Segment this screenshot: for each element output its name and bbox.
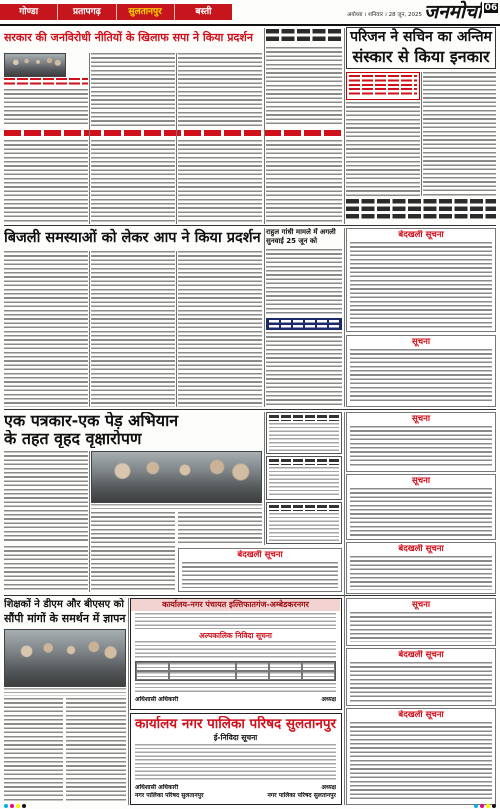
table-cell: [302, 662, 335, 671]
city-tab-sultanpur: सुलतानपुर: [117, 4, 175, 20]
ad-office-title: कार्यालय नगर पालिका परिषद सुलतानपुर: [134, 716, 337, 732]
signatory-left: अधिशासी अधिकारी: [135, 696, 179, 703]
registration-mark-magenta: [10, 804, 14, 808]
registration-mark-magenta: [480, 804, 484, 808]
photo-teachers-memorandum: [4, 629, 126, 687]
city-tab-basti: बस्ती: [195, 7, 212, 17]
column-rule: [344, 412, 345, 805]
column-rule: [344, 228, 345, 407]
notice-body: [350, 349, 492, 403]
body-text: [91, 53, 175, 127]
table-cell: [302, 671, 335, 680]
column-rule: [89, 251, 90, 407]
registration-mark-cyan: [4, 804, 8, 808]
classified-ad: [266, 456, 342, 500]
photo-caption: [91, 504, 262, 510]
headline-shikshak-line1: शिक्षकों ने डीएम और बीएसए को: [4, 599, 124, 610]
headline-sapa: सरकार की जनविरोधी नीतियों के खिलाफ सपा ने किया प्रदर्शन: [4, 31, 253, 44]
banner-text: [269, 320, 339, 328]
headline-vriksharopan-line2: के तहत वृहद वृक्षारोपण: [4, 430, 142, 448]
city-tab-pratapgarh: प्रतापगढ़: [58, 4, 116, 20]
notice-body: [350, 488, 492, 536]
signatory-right: अध्यक्ष: [321, 696, 336, 703]
body-text: [266, 332, 342, 407]
signatory-left-org: नगर पालिका परिषद सुलतानपुर: [135, 792, 204, 799]
body-text: [4, 89, 88, 127]
headline-box-parijan: [346, 27, 496, 69]
column-rule: [421, 72, 422, 196]
notice-title: बेदखली सूचना: [398, 650, 444, 660]
headline-shikshak-line2: सौंपी मांगों के समर्थन में ज्ञापन: [4, 612, 126, 625]
section-rule: [4, 225, 496, 226]
notice-body: [350, 722, 492, 801]
headline-illegible: [266, 29, 342, 44]
navy-banner: [266, 318, 342, 330]
body-text: [346, 102, 420, 196]
table-cell: [236, 671, 269, 680]
body-text: [4, 546, 88, 592]
tender-ad-nagar-panchayat: [130, 598, 342, 710]
ad-notice-title: अल्पकालिक निविदा सूचना: [199, 631, 272, 640]
notice-body: [350, 612, 492, 642]
column-rule: [264, 28, 265, 224]
body-text: [266, 47, 342, 127]
notice-box: [346, 474, 496, 540]
column-rule: [128, 598, 129, 805]
table-cell: [269, 671, 302, 680]
body-text: [91, 512, 175, 543]
body-text: [178, 53, 262, 127]
notice-box: [346, 598, 496, 646]
registration-mark-black: [22, 804, 26, 808]
classified-ad: [266, 502, 342, 544]
ad-body: [269, 513, 339, 541]
notice-box: [346, 542, 496, 594]
ad-body: [269, 467, 339, 497]
highlight-text: [349, 75, 417, 97]
notice-box: [346, 648, 496, 706]
body-text: [266, 140, 342, 224]
notice-title: सूचना: [411, 337, 431, 347]
registration-mark-yellow: [486, 804, 490, 808]
section-rule: [4, 595, 496, 596]
headline-vriksharopan-line1: एक पत्रकार-एक पेड़ अभियान: [4, 412, 179, 430]
notice-box: [346, 335, 496, 407]
column-rule: [89, 451, 90, 592]
notice-body: [182, 562, 338, 588]
signatory-right: अध्यक्ष: [321, 784, 336, 791]
photo-sapa-protest: [4, 53, 66, 77]
photo-tree-plantation: [91, 451, 262, 503]
body-text: [4, 451, 88, 543]
column-rule: [344, 28, 345, 224]
notice-title: बेदखली सूचना: [398, 544, 444, 554]
body-text: [4, 698, 63, 803]
headline-parijan-line1: परिजन ने सचिन का अन्तिम: [350, 29, 492, 45]
column-rule: [264, 228, 265, 407]
ad-body: [135, 641, 336, 659]
page-number: 06: [484, 3, 498, 13]
notice-title: बेदखली सूचना: [398, 230, 444, 240]
notice-box: [346, 412, 496, 472]
section-rule: [4, 409, 496, 410]
column-rule: [264, 412, 265, 545]
body-text: [423, 72, 496, 196]
ad-heading: [269, 505, 339, 511]
signatory-right-org: नगर पालिका परिषद सुलतानपुर: [267, 792, 336, 799]
masthead: जनमोर्चा: [424, 1, 482, 23]
headline-rahul: राहुल गांधी मामले में अगली सुनवाई 25 जून को: [266, 228, 336, 245]
tender-ad-nagar-palika: [130, 713, 342, 805]
highlight-box: [346, 72, 420, 100]
table-cell: [236, 662, 269, 671]
notice-box: [346, 228, 496, 332]
notice-title: बेदखली सूचना: [398, 710, 444, 720]
notice-title: सूचना: [411, 476, 431, 486]
column-rule: [176, 251, 177, 407]
dateline: अयोध्या । शनिवार । 28 जून, 2025: [347, 12, 422, 18]
notice-body: [350, 556, 492, 590]
notice-body: [350, 426, 492, 468]
headline-illegible-red: [4, 130, 342, 136]
ad-notice-title: ई-निविदा सूचना: [213, 733, 258, 742]
registration-mark-cyan: [474, 804, 478, 808]
signatory-left: अधिशासी अधिकारी: [135, 784, 179, 791]
header-rule: [0, 24, 500, 26]
body-text: [91, 546, 175, 592]
ad-office-title: कार्यालय-नगर पंचायत इल्तिफातगंज-अम्बेडकरनगर: [131, 599, 340, 611]
table-cell: [169, 662, 235, 671]
ad-heading: [269, 459, 339, 465]
column-rule: [89, 53, 90, 224]
ad-body: [135, 683, 336, 693]
classified-ad: [266, 412, 342, 454]
headline-parijan-line2: संस्कार से किया इनकार: [352, 47, 490, 66]
body-text: [266, 249, 342, 315]
body-text: [178, 512, 262, 543]
notice-body: [350, 242, 492, 328]
ad-body: [135, 613, 336, 629]
headline-illegible: [346, 199, 496, 221]
ad-heading: [269, 415, 339, 421]
notice-title: सूचना: [411, 600, 431, 610]
body-text: [4, 251, 88, 407]
photo-caption: [4, 78, 88, 87]
notice-body: [350, 662, 492, 702]
city-tab-gonda: गोण्डा: [0, 4, 58, 20]
body-text: [4, 140, 88, 224]
body-text: [91, 140, 175, 224]
table-cell: [136, 662, 169, 671]
table-cell: [269, 662, 302, 671]
ad-body: [269, 423, 339, 451]
body-text: [178, 140, 262, 224]
ad-body: [135, 744, 336, 782]
table-cell: [136, 671, 169, 680]
table-cell: [169, 671, 235, 680]
notice-box: [346, 708, 496, 805]
registration-mark-yellow: [16, 804, 20, 808]
body-text: [66, 698, 126, 803]
notice-title: बेदखली सूचना: [237, 550, 283, 560]
notice-box-middle: [178, 548, 342, 592]
photo-caption: [4, 688, 126, 696]
column-rule: [176, 53, 177, 224]
notice-title: सूचना: [411, 414, 431, 424]
tender-table: [135, 661, 336, 681]
city-strip: [0, 4, 232, 20]
body-text: [91, 251, 175, 407]
registration-mark-black: [492, 804, 496, 808]
body-text: [178, 251, 262, 407]
headline-bijli: बिजली समस्याओं को लेकर आप ने किया प्रदर्शन: [4, 230, 261, 246]
